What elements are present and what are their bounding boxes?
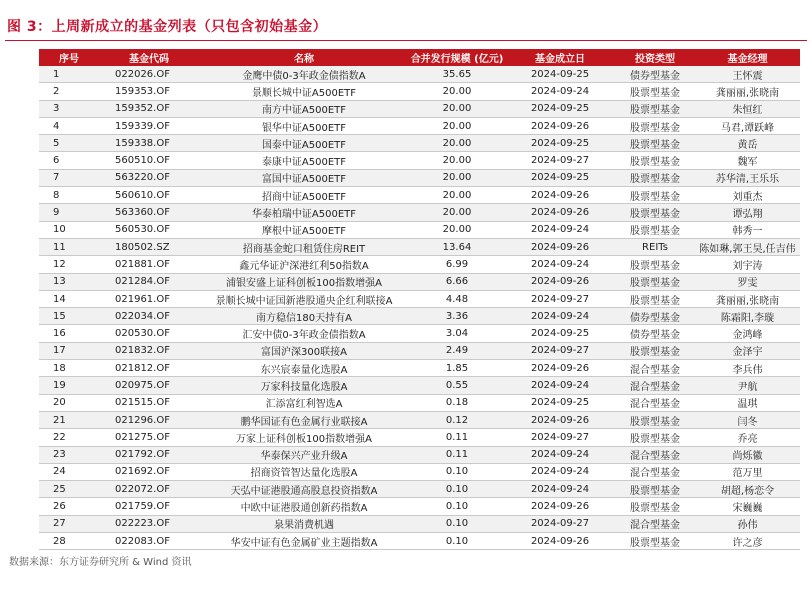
- issue-size-cell: 20.00: [409, 100, 505, 117]
- fund-manager-cell: 罗雯: [695, 273, 800, 290]
- figure-title: 图 3：上周新成立的基金列表（只包含初始基金）: [7, 19, 328, 35]
- index-cell: 8: [39, 187, 99, 204]
- fund-manager-cell: 许之彦: [695, 533, 800, 550]
- index-cell: 18: [39, 360, 99, 377]
- investment-type-cell: 股票型基金: [615, 533, 695, 550]
- issue-size-cell: 0.10: [409, 481, 505, 498]
- fund-code-cell: 021832.OF: [99, 342, 199, 359]
- table-row: [39, 308, 800, 325]
- header-row: [39, 49, 800, 66]
- inception-date-cell: 2024-09-24: [505, 83, 615, 100]
- fund-code-cell: 159353.OF: [99, 83, 199, 100]
- investment-type-cell: 混合型基金: [615, 360, 695, 377]
- new-funds-table: [39, 49, 800, 550]
- issue-size-cell: 20.00: [409, 169, 505, 186]
- fund-manager-cell: 龚丽丽,张晓南: [695, 290, 800, 307]
- fund-name-cell: 中欧中证港股通创新药指数A: [199, 498, 409, 515]
- table-row: [39, 152, 800, 169]
- investment-type-cell: 股票型基金: [615, 342, 695, 359]
- investment-type-cell: 股票型基金: [615, 187, 695, 204]
- fund-manager-cell: 朱恒红: [695, 100, 800, 117]
- inception-date-cell: 2024-09-27: [505, 290, 615, 307]
- fund-name-cell: 鑫元华证沪深港红利50指数A: [199, 256, 409, 273]
- index-cell: 5: [39, 135, 99, 152]
- investment-type-cell: 股票型基金: [615, 204, 695, 221]
- investment-type-cell: 股票型基金: [615, 481, 695, 498]
- fund-name-cell: 景顺长城中证A500ETF: [199, 83, 409, 100]
- fund-name-cell: 汇添富红利智选A: [199, 394, 409, 411]
- issue-size-cell: 0.10: [409, 533, 505, 550]
- index-cell: 25: [39, 481, 99, 498]
- fund-manager-cell: 尚烁徽: [695, 446, 800, 463]
- fund-manager-cell: 马君,谭跃峰: [695, 117, 800, 134]
- index-cell: 15: [39, 308, 99, 325]
- inception-date-cell: 2024-09-27: [505, 342, 615, 359]
- index-cell: 12: [39, 256, 99, 273]
- inception-date-cell: 2024-09-26: [505, 411, 615, 428]
- table-row: [39, 394, 800, 411]
- index-cell: 21: [39, 411, 99, 428]
- fund-code-cell: 021515.OF: [99, 394, 199, 411]
- issue-size-cell: 20.00: [409, 83, 505, 100]
- table-row: [39, 481, 800, 498]
- fund-code-cell: 021812.OF: [99, 360, 199, 377]
- issue-size-cell: 0.55: [409, 377, 505, 394]
- issue-size-cell: 20.00: [409, 152, 505, 169]
- investment-type-cell: 股票型基金: [615, 169, 695, 186]
- fund-manager-cell: 黄岳: [695, 135, 800, 152]
- fund-code-cell: 022083.OF: [99, 533, 199, 550]
- table-row: [39, 187, 800, 204]
- issue-size-cell: 0.10: [409, 515, 505, 532]
- fund-code-cell: 021692.OF: [99, 463, 199, 480]
- fund-code-cell: 021961.OF: [99, 290, 199, 307]
- table-row: [39, 360, 800, 377]
- inception-date-cell: 2024-09-27: [505, 152, 615, 169]
- fund-name-cell: 金鹰中债0-3年政金债指数A: [199, 66, 409, 83]
- issue-size-cell: 3.04: [409, 325, 505, 342]
- header-col-fund-name: 名称: [199, 49, 409, 66]
- inception-date-cell: 2024-09-25: [505, 394, 615, 411]
- table-row: [39, 290, 800, 307]
- inception-date-cell: 2024-09-26: [505, 238, 615, 255]
- fund-manager-cell: 魏军: [695, 152, 800, 169]
- fund-code-cell: 180502.SZ: [99, 238, 199, 255]
- inception-date-cell: 2024-09-24: [505, 481, 615, 498]
- issue-size-cell: 1.85: [409, 360, 505, 377]
- table-row: [39, 83, 800, 100]
- inception-date-cell: 2024-09-26: [505, 117, 615, 134]
- fund-name-cell: 东兴宸泰量化选股A: [199, 360, 409, 377]
- fund-name-cell: 万家上证科创板100指数增强A: [199, 429, 409, 446]
- fund-code-cell: 159339.OF: [99, 117, 199, 134]
- fund-manager-cell: 尹航: [695, 377, 800, 394]
- issue-size-cell: 0.10: [409, 498, 505, 515]
- investment-type-cell: 股票型基金: [615, 498, 695, 515]
- issue-size-cell: 4.48: [409, 290, 505, 307]
- inception-date-cell: 2024-09-26: [505, 187, 615, 204]
- fund-manager-cell: 刘重杰: [695, 187, 800, 204]
- table-row: [39, 66, 800, 83]
- issue-size-cell: 3.36: [409, 308, 505, 325]
- investment-type-cell: 股票型基金: [615, 100, 695, 117]
- issue-size-cell: 0.18: [409, 394, 505, 411]
- fund-code-cell: 563360.OF: [99, 204, 199, 221]
- investment-type-cell: 股票型基金: [615, 152, 695, 169]
- inception-date-cell: 2024-09-24: [505, 308, 615, 325]
- fund-manager-cell: 陈霜阳,李璇: [695, 308, 800, 325]
- table-row: [39, 256, 800, 273]
- fund-manager-cell: 韩秀一: [695, 221, 800, 238]
- table-row: [39, 463, 800, 480]
- inception-date-cell: 2024-09-24: [505, 256, 615, 273]
- issue-size-cell: 6.99: [409, 256, 505, 273]
- header-col-investment-type: 投资类型: [615, 49, 695, 66]
- index-cell: 4: [39, 117, 99, 134]
- issue-size-cell: 20.00: [409, 117, 505, 134]
- investment-type-cell: 股票型基金: [615, 411, 695, 428]
- index-cell: 14: [39, 290, 99, 307]
- index-cell: 11: [39, 238, 99, 255]
- table-row: [39, 117, 800, 134]
- issue-size-cell: 2.49: [409, 342, 505, 359]
- table-row: [39, 446, 800, 463]
- investment-type-cell: 债券型基金: [615, 308, 695, 325]
- table-row: [39, 204, 800, 221]
- index-cell: 9: [39, 204, 99, 221]
- table-row: [39, 342, 800, 359]
- inception-date-cell: 2024-09-26: [505, 533, 615, 550]
- fund-code-cell: 560610.OF: [99, 187, 199, 204]
- index-cell: 16: [39, 325, 99, 342]
- inception-date-cell: 2024-09-24: [505, 377, 615, 394]
- index-cell: 7: [39, 169, 99, 186]
- fund-manager-cell: 苏华清,王乐乐: [695, 169, 800, 186]
- header-col-inception-date: 基金成立日: [505, 49, 615, 66]
- fund-code-cell: 022072.OF: [99, 481, 199, 498]
- issue-size-cell: 20.00: [409, 204, 505, 221]
- table-row: [39, 221, 800, 238]
- index-cell: 28: [39, 533, 99, 550]
- header-col-fund-manager: 基金经理: [695, 49, 800, 66]
- fund-name-cell: 景顺长城中证国新港股通央企红利联接A: [199, 290, 409, 307]
- table-row: [39, 238, 800, 255]
- fund-manager-cell: 刘宇涛: [695, 256, 800, 273]
- fund-manager-cell: 孙伟: [695, 515, 800, 532]
- table-row: [39, 533, 800, 550]
- index-cell: 23: [39, 446, 99, 463]
- investment-type-cell: 混合型基金: [615, 377, 695, 394]
- index-cell: 17: [39, 342, 99, 359]
- investment-type-cell: 债券型基金: [615, 325, 695, 342]
- investment-type-cell: 股票型基金: [615, 117, 695, 134]
- fund-name-cell: 天弘中证港股通高股息投资指数A: [199, 481, 409, 498]
- fund-name-cell: 鹏华国证有色金属行业联接A: [199, 411, 409, 428]
- fund-manager-cell: 龚丽丽,张晓南: [695, 83, 800, 100]
- fund-code-cell: 560530.OF: [99, 221, 199, 238]
- fund-code-cell: 022034.OF: [99, 308, 199, 325]
- fund-name-cell: 国泰中证A500ETF: [199, 135, 409, 152]
- inception-date-cell: 2024-09-25: [505, 100, 615, 117]
- table-row: [39, 273, 800, 290]
- investment-type-cell: 混合型基金: [615, 515, 695, 532]
- title-divider: [5, 40, 807, 41]
- index-cell: 10: [39, 221, 99, 238]
- inception-date-cell: 2024-09-25: [505, 66, 615, 83]
- fund-name-cell: 招商基金蛇口租赁住房REIT: [199, 238, 409, 255]
- investment-type-cell: 债券型基金: [615, 66, 695, 83]
- issue-size-cell: 13.64: [409, 238, 505, 255]
- fund-name-cell: 泉果消费机遇: [199, 515, 409, 532]
- fund-name-cell: 泰康中证A500ETF: [199, 152, 409, 169]
- fund-code-cell: 021284.OF: [99, 273, 199, 290]
- investment-type-cell: REITs: [615, 238, 695, 255]
- investment-type-cell: 股票型基金: [615, 290, 695, 307]
- fund-code-cell: 021792.OF: [99, 446, 199, 463]
- fund-manager-cell: 金鸿峰: [695, 325, 800, 342]
- investment-type-cell: 股票型基金: [615, 221, 695, 238]
- fund-code-cell: 021759.OF: [99, 498, 199, 515]
- inception-date-cell: 2024-09-27: [505, 429, 615, 446]
- inception-date-cell: 2024-09-25: [505, 325, 615, 342]
- fund-code-cell: 021275.OF: [99, 429, 199, 446]
- fund-manager-cell: 温琪: [695, 394, 800, 411]
- index-cell: 20: [39, 394, 99, 411]
- inception-date-cell: 2024-09-25: [505, 169, 615, 186]
- table-row: [39, 169, 800, 186]
- issue-size-cell: 20.00: [409, 135, 505, 152]
- investment-type-cell: 混合型基金: [615, 446, 695, 463]
- fund-name-cell: 华安中证有色金属矿业主题指数A: [199, 533, 409, 550]
- index-cell: 3: [39, 100, 99, 117]
- issue-size-cell: 0.10: [409, 463, 505, 480]
- issue-size-cell: 20.00: [409, 221, 505, 238]
- header-col-issue-size: 合并发行规模 (亿元): [409, 49, 505, 66]
- fund-name-cell: 华泰柏瑞中证A500ETF: [199, 204, 409, 221]
- index-cell: 6: [39, 152, 99, 169]
- issue-size-cell: 0.11: [409, 429, 505, 446]
- inception-date-cell: 2024-09-26: [505, 273, 615, 290]
- inception-date-cell: 2024-09-26: [505, 360, 615, 377]
- fund-manager-cell: 李兵伟: [695, 360, 800, 377]
- inception-date-cell: 2024-09-27: [505, 515, 615, 532]
- inception-date-cell: 2024-09-24: [505, 463, 615, 480]
- fund-name-cell: 南方中证A500ETF: [199, 100, 409, 117]
- fund-manager-cell: 宋巍巍: [695, 498, 800, 515]
- table-row: [39, 135, 800, 152]
- issue-size-cell: 20.00: [409, 187, 505, 204]
- index-cell: 13: [39, 273, 99, 290]
- inception-date-cell: 2024-09-26: [505, 204, 615, 221]
- inception-date-cell: 2024-09-25: [505, 135, 615, 152]
- inception-date-cell: 2024-09-24: [505, 446, 615, 463]
- issue-size-cell: 6.66: [409, 273, 505, 290]
- header-col-index: 序号: [39, 49, 99, 66]
- investment-type-cell: 股票型基金: [615, 83, 695, 100]
- fund-manager-cell: 王怀震: [695, 66, 800, 83]
- index-cell: 22: [39, 429, 99, 446]
- table-row: [39, 377, 800, 394]
- source-note: 数据来源：东方证券研究所 & Wind 资讯: [9, 557, 192, 568]
- inception-date-cell: 2024-09-24: [505, 221, 615, 238]
- table-body: [39, 66, 800, 550]
- fund-code-cell: 021296.OF: [99, 411, 199, 428]
- fund-code-cell: 159352.OF: [99, 100, 199, 117]
- fund-code-cell: 560510.OF: [99, 152, 199, 169]
- table-row: [39, 498, 800, 515]
- table-row: [39, 429, 800, 446]
- fund-name-cell: 万家科技量化选股A: [199, 377, 409, 394]
- fund-manager-cell: 胡超,杨恋令: [695, 481, 800, 498]
- index-cell: 27: [39, 515, 99, 532]
- fund-name-cell: 浦银安盛上证科创板100指数增强A: [199, 273, 409, 290]
- fund-name-cell: 富国沪深300联接A: [199, 342, 409, 359]
- fund-code-cell: 020975.OF: [99, 377, 199, 394]
- fund-code-cell: 159338.OF: [99, 135, 199, 152]
- fund-name-cell: 华泰保兴产业升级A: [199, 446, 409, 463]
- index-cell: 19: [39, 377, 99, 394]
- table-row: [39, 325, 800, 342]
- fund-name-cell: 摩根中证A500ETF: [199, 221, 409, 238]
- table-header: [39, 49, 800, 66]
- fund-name-cell: 南方稳信180天持有A: [199, 308, 409, 325]
- fund-code-cell: 022223.OF: [99, 515, 199, 532]
- fund-code-cell: 563220.OF: [99, 169, 199, 186]
- index-cell: 26: [39, 498, 99, 515]
- investment-type-cell: 混合型基金: [615, 394, 695, 411]
- fund-name-cell: 富国中证A500ETF: [199, 169, 409, 186]
- fund-name-cell: 招商中证A500ETF: [199, 187, 409, 204]
- fund-code-cell: 022026.OF: [99, 66, 199, 83]
- fund-manager-cell: 金泽宇: [695, 342, 800, 359]
- investment-type-cell: 混合型基金: [615, 463, 695, 480]
- fund-manager-cell: 范万里: [695, 463, 800, 480]
- fund-code-cell: 020530.OF: [99, 325, 199, 342]
- fund-name-cell: 汇安中债0-3年政金债指数A: [199, 325, 409, 342]
- index-cell: 1: [39, 66, 99, 83]
- table-row: [39, 515, 800, 532]
- investment-type-cell: 股票型基金: [615, 429, 695, 446]
- fund-name-cell: 银华中证A500ETF: [199, 117, 409, 134]
- fund-manager-cell: 谭弘翔: [695, 204, 800, 221]
- index-cell: 24: [39, 463, 99, 480]
- issue-size-cell: 0.12: [409, 411, 505, 428]
- fund-code-cell: 021881.OF: [99, 256, 199, 273]
- fund-name-cell: 招商资管智达量化选股A: [199, 463, 409, 480]
- investment-type-cell: 股票型基金: [615, 273, 695, 290]
- table-row: [39, 100, 800, 117]
- issue-size-cell: 0.11: [409, 446, 505, 463]
- index-cell: 2: [39, 83, 99, 100]
- fund-manager-cell: 乔亮: [695, 429, 800, 446]
- fund-manager-cell: 闫冬: [695, 411, 800, 428]
- header-col-fund-code: 基金代码: [99, 49, 199, 66]
- investment-type-cell: 股票型基金: [615, 256, 695, 273]
- inception-date-cell: 2024-09-26: [505, 498, 615, 515]
- table-row: [39, 411, 800, 428]
- issue-size-cell: 35.65: [409, 66, 505, 83]
- fund-manager-cell: 陈如琳,郭王昊,任吉伟: [695, 238, 800, 255]
- investment-type-cell: 股票型基金: [615, 135, 695, 152]
